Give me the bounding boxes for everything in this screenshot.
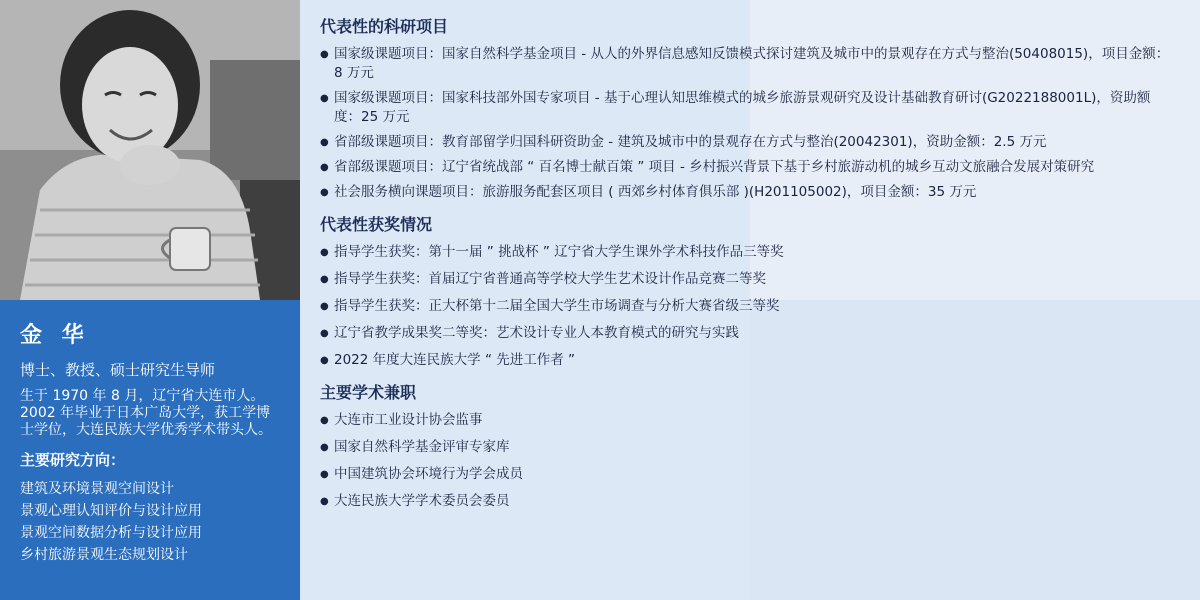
positions-list — [320, 411, 1170, 511]
profile-panel — [0, 300, 300, 600]
position-item: ● 国家自然科学基金评审专家库 — [320, 438, 1170, 457]
project-item: ● 省部级课题项目：辽宁省统战部 “ 百名博士献百策 ” 项目 - 乡村振兴背景下基于乡村旅游动机的城乡互动文旅融合发展对策研究 — [320, 158, 1170, 177]
projects-heading: 代表性的科研项目 — [320, 17, 449, 36]
award-item: ● 2022 年度大连民族大学 “ 先进工作者 ” — [320, 351, 1170, 370]
main-content — [320, 14, 1170, 521]
project-item: ● 社会服务横向课题项目：旅游服务配套区项目 ( 西郊乡村体育俱乐部 )(H201105002)，项目金额：35 万元 — [320, 183, 1170, 202]
person-name: 金 华 — [20, 323, 90, 348]
project-item: ● 省部级课题项目：教育部留学归国科研资助金 - 建筑及城市中的景观存在方式与整治(20042301)，资助金额：2.5 万元 — [320, 133, 1170, 152]
position-item: ● 大连民族大学学术委员会委员 — [320, 492, 1170, 511]
project-item: ● 国家级课题项目：国家自然科学基金项目 - 从人的外界信息感知反馈模式探讨建筑及城市中的景观存在方式与整治(50408015)，项目金额：8 万元 — [320, 45, 1170, 83]
position-item: ● 大连市工业设计协会监事 — [320, 411, 1170, 430]
positions-heading: 主要学术兼职 — [320, 383, 417, 402]
research-direction-item: 建筑及环境景观空间设计 — [20, 481, 174, 497]
portrait-photo — [0, 0, 300, 300]
research-directions-heading: 主要研究方向： — [20, 451, 126, 469]
award-item: ● 指导学生获奖：首届辽宁省普通高等学校大学生艺术设计作品竞赛二等奖 — [320, 270, 1170, 289]
person-title: 博士、教授、硕士研究生导师 — [20, 361, 216, 379]
awards-list — [320, 243, 1170, 370]
research-direction-item: 景观空间数据分析与设计应用 — [20, 525, 202, 541]
award-item: ● 辽宁省教学成果奖二等奖：艺术设计专业人本教育模式的研究与实践 — [320, 324, 1170, 343]
award-item: ● 指导学生获奖：正大杯第十二届全国大学生市场调查与分析大赛省级三等奖 — [320, 297, 1170, 316]
projects-list — [320, 45, 1170, 202]
research-direction-item: 乡村旅游景观生态规划设计 — [20, 547, 188, 563]
project-item: ● 国家级课题项目：国家科技部外国专家项目 - 基于心理认知思维模式的城乡旅游景观研究及设计基础教育研讨(G2022188001L)，资助额度：25 万元 — [320, 89, 1170, 127]
research-direction-item: 景观心理认知评价与设计应用 — [20, 503, 202, 519]
person-bio: 生于 1970 年 8 月，辽宁省大连市人。2002 年毕业于日本广岛大学，获工学博士学位，大连民族大学优秀学术带头人。 — [20, 388, 272, 438]
award-item: ● 指导学生获奖：第十一届 ” 挑战杯 ” 辽宁省大学生课外学术科技作品三等奖 — [320, 243, 1170, 262]
position-item: ● 中国建筑协会环境行为学会成员 — [320, 465, 1170, 484]
research-directions-list — [20, 478, 284, 566]
awards-heading: 代表性获奖情况 — [320, 215, 433, 234]
